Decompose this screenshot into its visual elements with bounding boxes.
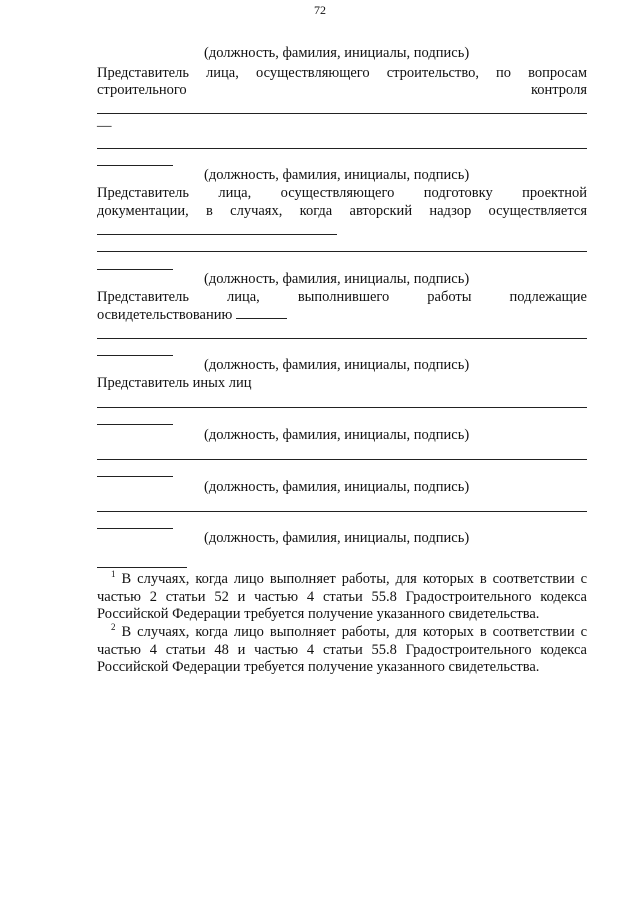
- signature-line[interactable]: [97, 148, 587, 149]
- signature-line[interactable]: [97, 407, 587, 408]
- footnote-2: [97, 624, 587, 677]
- other-persons-line1: Представитель иных лиц: [97, 375, 252, 391]
- signature-caption: (должность, фамилия, инициалы, подпись): [204, 271, 470, 287]
- signature-caption: (должность, фамилия, инициалы, подпись): [204, 479, 470, 495]
- signature-line-short[interactable]: [97, 424, 173, 425]
- footnote-marker: 1: [111, 569, 116, 580]
- signature-caption: (должность, фамилия, инициалы, подпись): [204, 427, 470, 443]
- page-number: 72: [314, 3, 326, 17]
- footnote-text: В случаях, когда лицо выполняет работы, для которых в соответствии с частью 4 статьи 48 и частью 4 статьи 55.8 Градостроительного кодекса Российской Федерации требуется получение указанного свидетельства.: [97, 624, 588, 675]
- signature-line[interactable]: [97, 459, 587, 460]
- signature-line-short[interactable]: [97, 355, 173, 356]
- signature-line[interactable]: [97, 234, 337, 235]
- signature-line-inline[interactable]: [236, 317, 287, 319]
- design-docs-line1: Представитель лица, осуществляющего подготовку проектной: [97, 185, 587, 201]
- works-performer-line2: освидетельствованию: [97, 307, 287, 324]
- signature-line[interactable]: [97, 338, 587, 339]
- footnote-text: В случаях, когда лицо выполняет работы, для которых в соответствии с частью 2 статьи 52 и частью 4 статьи 55.8 Градостроительного кодекса Российской Федерации требуется получение указанного свидетельства.: [97, 571, 588, 622]
- signature-caption: (должность, фамилия, инициалы, подпись): [204, 167, 470, 183]
- construction-control-line2-right: контроля: [530, 82, 587, 98]
- construction-control-dash: —: [97, 118, 112, 134]
- footnote-separator: [97, 567, 187, 568]
- signature-line[interactable]: [97, 251, 587, 252]
- footnote-1: [97, 571, 587, 624]
- signature-caption: (должность, фамилия, инициалы, подпись): [204, 530, 470, 546]
- signature-line[interactable]: [97, 113, 587, 114]
- design-docs-line2: документации, в случаях, когда авторский надзор осуществляется: [97, 203, 587, 219]
- signature-line-short[interactable]: [97, 165, 173, 166]
- signature-caption: (должность, фамилия, инициалы, подпись): [204, 45, 470, 61]
- construction-control-line2-left: строительного: [97, 82, 187, 98]
- signature-caption: (должность, фамилия, инициалы, подпись): [204, 357, 470, 373]
- signature-line-short[interactable]: [97, 476, 173, 477]
- construction-control-line1: Представитель лица, осуществляющего строительство, по вопросам: [97, 65, 587, 81]
- signature-line-short[interactable]: [97, 528, 173, 529]
- signature-line-short[interactable]: [97, 269, 173, 270]
- works-performer-line1: Представитель лица, выполнившего работы подлежащие: [97, 289, 587, 305]
- signature-line[interactable]: [97, 511, 587, 512]
- footnote-marker: 2: [111, 622, 116, 633]
